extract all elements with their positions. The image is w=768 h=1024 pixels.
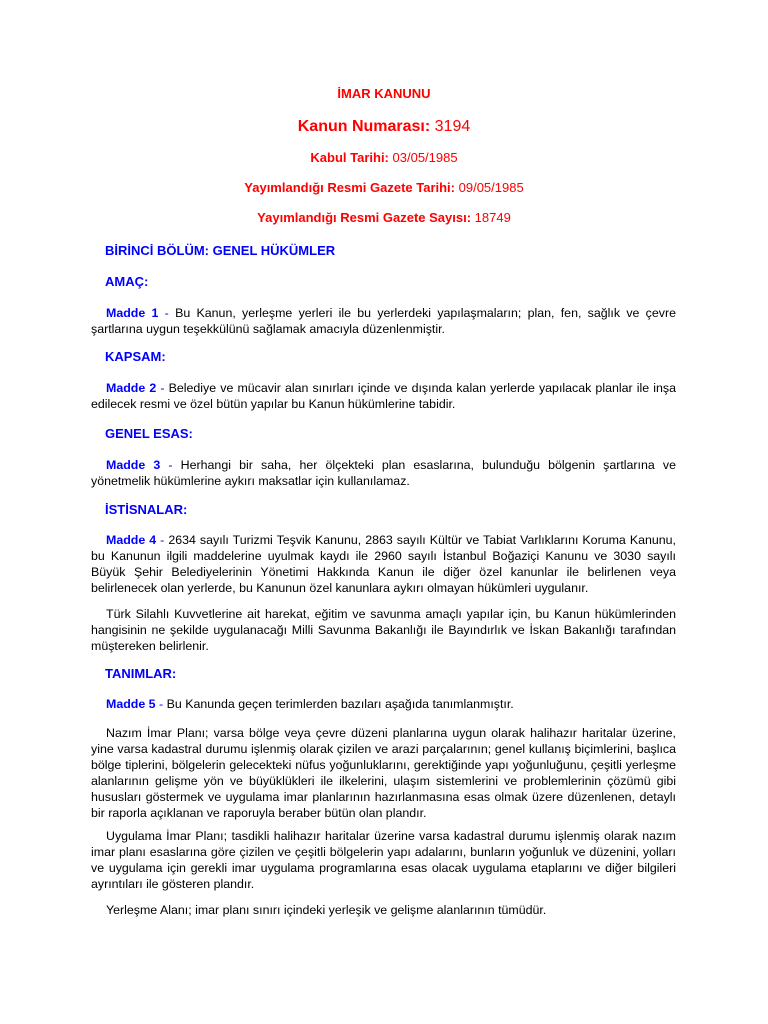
madde-2-dash: - <box>156 381 165 395</box>
madde-3-label: Madde 3 <box>106 458 161 472</box>
madde-1-dash: - <box>158 306 169 320</box>
madde-4-paragraph-2: Türk Silahlı Kuvvetlerine ait harekat, eğitim ve savunma amaçlı yapılar için, bu Kanun hükümlerinden hangisinin ne şekilde uygulanacağı Milli Savunma Bakanlığı ile Bayındırlık ve İskan Bakanlığı tarafından müştereken belirlenir. <box>91 607 676 653</box>
madde-2 <box>91 380 676 412</box>
madde-4 <box>91 532 676 596</box>
section-birinci-bolum: BİRİNCİ BÖLÜM: GENEL HÜKÜMLER <box>105 243 336 258</box>
madde-5 <box>91 696 676 712</box>
madde-3-dash: - <box>160 458 173 472</box>
madde-3 <box>91 457 676 489</box>
law-number <box>0 117 768 137</box>
madde-4-label: Madde 4 <box>106 533 157 547</box>
section-istisnalar: İSTİSNALAR: <box>105 502 188 517</box>
yerlesme-alani-definition: Yerleşme Alanı; imar planı sınırı içindeki yerleşik ve gelişme alanlarının tümüdür. <box>106 903 547 917</box>
gazete-tarihi-value: 09/05/1985 <box>458 180 524 195</box>
madde-5-label: Madde 5 <box>106 697 156 711</box>
nazim-imar-plani-definition: Nazım İmar Planı; varsa bölge veya çevre düzeni planlarına uygun olarak halihazır haritalar üzerine, yine varsa kadastral durumu işlenmiş olarak çizilen ve arazi parçalarının; genel kullanış biçimlerini, başlıca bölge tiplerini, bölgelerin gelecekteki nüfus yoğunluklarını, gerektiğinde yapı yoğunluğunu, çeşitli yerleşme alanlarının gelişme yön ve büyüklükleri ile ilkelerini, ulaşım sistemlerini ve problemlerinin çözümü gibi hususları göstermek ve uygulama imar planlarının hazırlanmasına esas olmak üzere düzenlenen, detaylı bir raporla açıklanan ve raporuyla beraber bütün olan plandır. <box>91 726 676 820</box>
kabul-tarihi-value: 03/05/1985 <box>392 150 458 165</box>
section-kapsam: KAPSAM: <box>105 349 166 364</box>
law-title: İMAR KANUNU <box>337 86 431 101</box>
madde-3-text: Herhangi bir saha, her ölçekteki plan esaslarına, bulunduğu bölgenin şartlarına ve yönetmelik hükümlerine aykırı maksatlar için kullanılamaz. <box>91 458 677 488</box>
madde-1-label: Madde 1 <box>106 306 159 320</box>
law-number-value: 3194 <box>434 118 471 135</box>
gazete-sayisi-label: Yayımlandığı Resmi Gazete Sayısı: <box>257 210 472 225</box>
law-number-label: Kanun Numarası: <box>297 118 431 135</box>
madde-1-text: Bu Kanun, yerleşme yerleri ile bu yerlerdeki yapılaşmaların; plan, fen, sağlık ve çevre şartlarına uygun teşekkülünü sağlamak amacıyla düzenlenmiştir. <box>91 306 676 336</box>
madde-2-label: Madde 2 <box>106 381 157 395</box>
madde-1 <box>91 305 676 337</box>
gazete-tarihi <box>0 180 768 196</box>
madde-4-text: 2634 sayılı Turizmi Teşvik Kanunu, 2863 sayılı Kültür ve Tabiat Varlıklarını Koruma Kanunu, bu Kanunun ilgili maddelerine uyulmak kaydı ile 2960 sayılı İstanbul Boğaziçi Kanunu ve 3030 sayılı Büyük Şehir Belediyelerinin Yönetimi Hakkında Kanun ile diğer özel kanunlar ile belirlenen veya belirlenecek olan yerlerde, bu Kanunun özel kanunlara aykırı olmayan hükümleri uygulanır. <box>91 533 676 595</box>
section-amac: AMAÇ: <box>105 274 149 289</box>
kabul-tarihi-label: Kabul Tarihi: <box>310 150 389 165</box>
madde-4-dash: - <box>156 533 165 547</box>
madde-5-dash: - <box>155 697 164 711</box>
section-genel-esas: GENEL ESAS: <box>105 426 193 441</box>
gazete-tarihi-label: Yayımlandığı Resmi Gazete Tarihi: <box>244 180 455 195</box>
kabul-tarihi <box>0 150 768 166</box>
gazete-sayisi <box>0 210 768 226</box>
madde-5-text: Bu Kanunda geçen terimlerden bazıları aşağıda tanımlanmıştır. <box>163 697 514 711</box>
uygulama-imar-plani-definition: Uygulama İmar Planı; tasdikli halihazır haritalar üzerine varsa kadastral durumu işlenmiş olarak nazım imar planı esaslarına göre çizilen ve çeşitli bölgelerin yapı adalarını, bunların yoğunluk ve düzenini, yolları ve uygulama için gerekli imar uygulama programlarına esas olacak uygulama etaplarını ve diğer bilgileri ayrıntıları ile gösteren plandır. <box>91 829 676 891</box>
gazete-sayisi-value: 18749 <box>474 210 511 225</box>
section-tanimlar: TANIMLAR: <box>105 666 177 681</box>
madde-2-text: Belediye ve mücavir alan sınırları içinde ve dışında kalan yerlerde yapılacak planlar ile inşa edilecek resmi ve özel bütün yapılar bu Kanun hükümlerine tabidir. <box>91 381 676 411</box>
